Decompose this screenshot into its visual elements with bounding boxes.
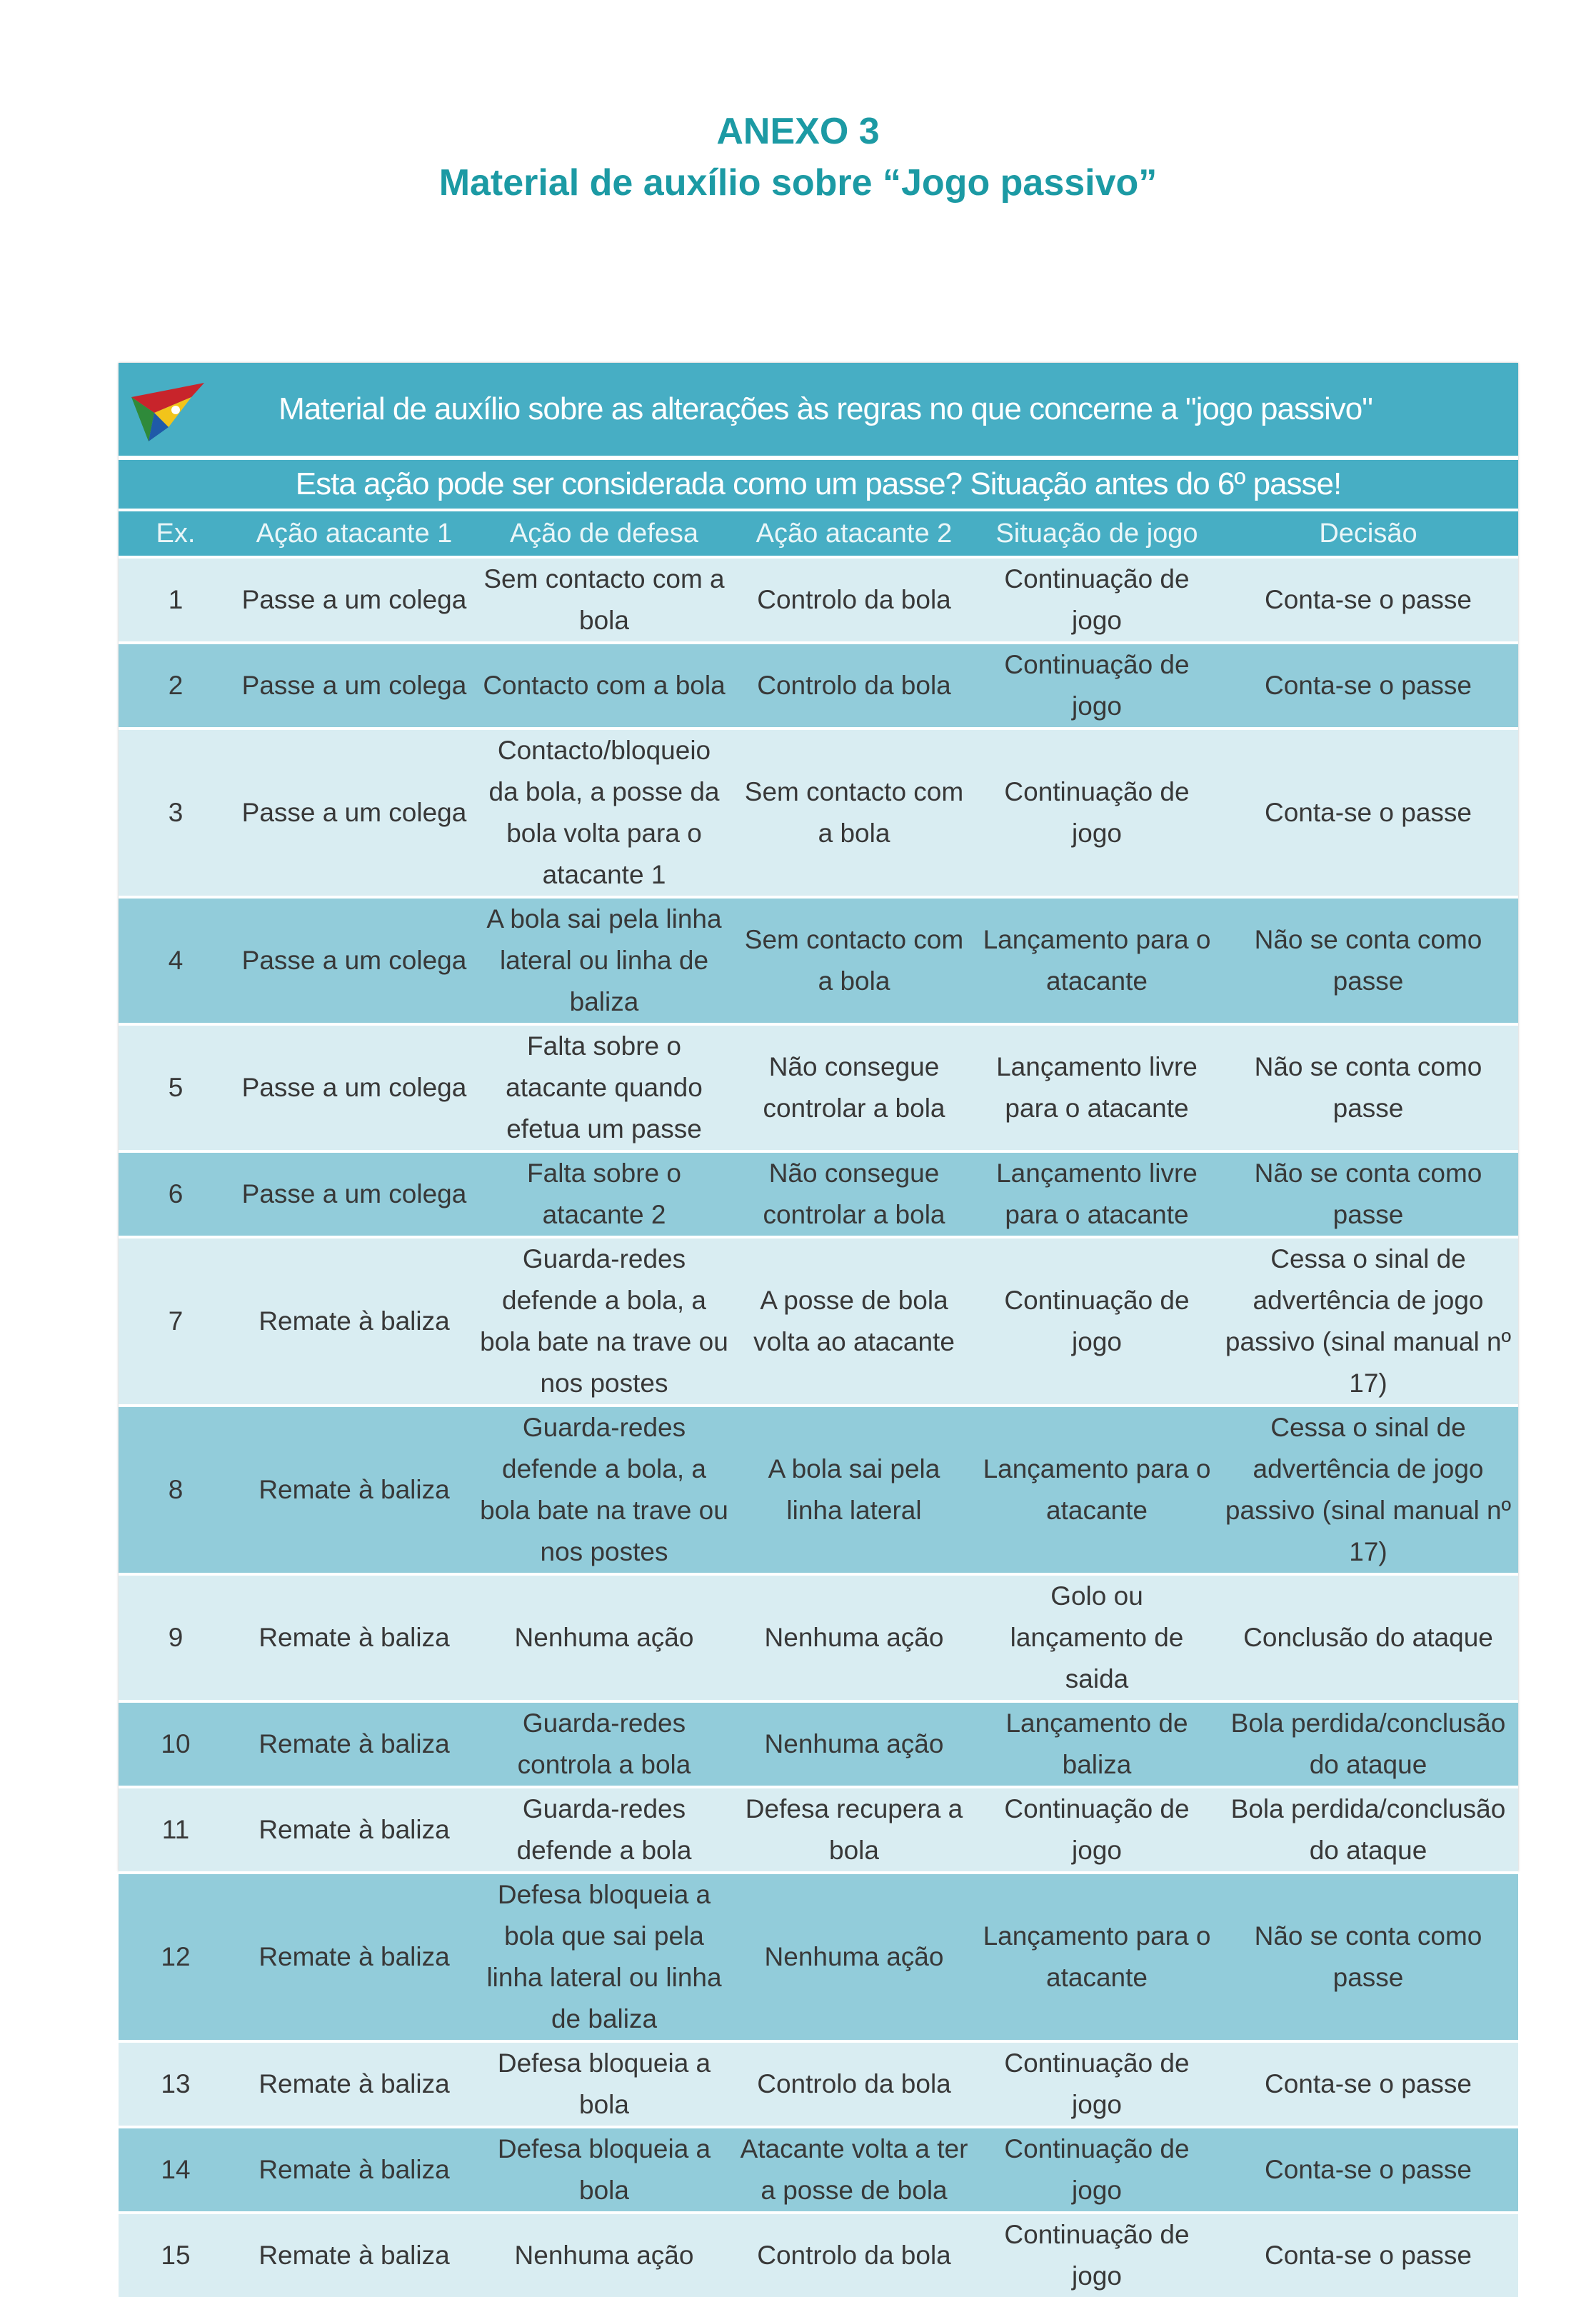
cell-attacker-1: Remate à baliza <box>233 2041 476 2127</box>
table-row <box>119 1873 1518 2041</box>
table-row <box>119 1151 1518 1237</box>
table-row <box>119 2213 1518 2297</box>
cell-decision: Cessa o sinal de advertência de jogo passivo (sinal manual nº 17) <box>1218 1237 1518 1406</box>
cell-decision: Conta-se o passe <box>1218 557 1518 643</box>
cell-defense: Nenhuma ação <box>476 1574 733 1701</box>
cell-attacker-2: Não consegue controlar a bola <box>733 1151 975 1237</box>
cell-attacker-2: Não consegue controlar a bola <box>733 1024 975 1151</box>
cell-attacker-1: Passe a um colega <box>233 557 476 643</box>
table-row <box>119 1701 1518 1787</box>
cell-ex: 1 <box>119 557 233 643</box>
federation-logo-icon <box>126 376 211 447</box>
cell-defense: Guarda-redes defende a bola <box>476 1787 733 1873</box>
cell-defense: Falta sobre o atacante 2 <box>476 1151 733 1237</box>
cell-attacker-2: Defesa recupera a bola <box>733 1787 975 1873</box>
cell-decision: Não se conta como passe <box>1218 1024 1518 1151</box>
cell-attacker-2: Atacante volta a ter a posse de bola <box>733 2127 975 2213</box>
document-title: Material de auxílio sobre “Jogo passivo” <box>438 162 1158 204</box>
cell-attacker-2: Nenhuma ação <box>733 1574 975 1701</box>
cell-situation: Continuação de jogo <box>975 2213 1218 2297</box>
cell-defense: Defesa bloqueia a bola que sai pela linha lateral ou linha de baliza <box>476 1873 733 2041</box>
cell-ex: 11 <box>119 1787 233 1873</box>
cell-ex: 13 <box>119 2041 233 2127</box>
passive-play-card <box>119 363 1518 2291</box>
cell-situation: Continuação de jogo <box>975 643 1218 729</box>
cell-attacker-2: A bola sai pela linha lateral <box>733 1406 975 1574</box>
cell-decision: Não se conta como passe <box>1218 897 1518 1024</box>
table-header-row <box>119 510 1518 557</box>
column-header: Ação atacante 2 <box>733 510 975 557</box>
cell-situation: Continuação de jogo <box>975 2041 1218 2127</box>
cell-attacker-2: Nenhuma ação <box>733 1873 975 2041</box>
cell-ex: 12 <box>119 1873 233 2041</box>
table-row <box>119 2041 1518 2127</box>
cell-attacker-1: Remate à baliza <box>233 2213 476 2297</box>
cell-situation: Lançamento para o atacante <box>975 1873 1218 2041</box>
column-header: Situação de jogo <box>975 510 1218 557</box>
cell-ex: 5 <box>119 1024 233 1151</box>
cell-decision: Conta-se o passe <box>1218 643 1518 729</box>
cell-decision: Não se conta como passe <box>1218 1873 1518 2041</box>
cell-attacker-1: Remate à baliza <box>233 1406 476 1574</box>
cell-defense: Nenhuma ação <box>476 2213 733 2297</box>
table-row <box>119 1024 1518 1151</box>
cell-attacker-2: Sem contacto com a bola <box>733 729 975 897</box>
cell-decision: Conclusão do ataque <box>1218 1574 1518 1701</box>
cell-ex: 10 <box>119 1701 233 1787</box>
cell-decision: Bola perdida/conclusão do ataque <box>1218 1701 1518 1787</box>
cell-situation: Continuação de jogo <box>975 557 1218 643</box>
cell-situation: Lançamento para o atacante <box>975 897 1218 1024</box>
cell-attacker-1: Remate à baliza <box>233 1701 476 1787</box>
table-row <box>119 1787 1518 1873</box>
cell-attacker-2: A posse de bola volta ao atacante <box>733 1237 975 1406</box>
cell-attacker-1: Remate à baliza <box>233 1873 476 2041</box>
cell-situation: Lançamento de baliza <box>975 1701 1218 1787</box>
cell-ex: 6 <box>119 1151 233 1237</box>
cell-defense: Guarda-redes defende a bola, a bola bate na trave ou nos postes <box>476 1406 733 1574</box>
cell-attacker-1: Passe a um colega <box>233 729 476 897</box>
cell-defense: Defesa bloqueia a bola <box>476 2127 733 2213</box>
cell-attacker-1: Remate à baliza <box>233 1237 476 1406</box>
cell-situation: Lançamento livre para o atacante <box>975 1024 1218 1151</box>
cell-situation: Continuação de jogo <box>975 729 1218 897</box>
card-banner <box>119 363 1518 456</box>
cell-situation: Lançamento livre para o atacante <box>975 1151 1218 1237</box>
cell-ex: 8 <box>119 1406 233 1574</box>
cell-decision: Conta-se o passe <box>1218 2213 1518 2297</box>
cell-situation: Continuação de jogo <box>975 1237 1218 1406</box>
cell-attacker-1: Remate à baliza <box>233 2127 476 2213</box>
cell-attacker-1: Remate à baliza <box>233 1574 476 1701</box>
column-header: Ação de defesa <box>476 510 733 557</box>
table-row <box>119 1406 1518 1574</box>
column-header: Ex. <box>119 510 233 557</box>
cell-decision: Conta-se o passe <box>1218 729 1518 897</box>
table-row <box>119 1237 1518 1406</box>
cell-defense: Defesa bloqueia a bola <box>476 2041 733 2127</box>
cell-defense: Guarda-redes controla a bola <box>476 1701 733 1787</box>
cell-attacker-2: Controlo da bola <box>733 643 975 729</box>
cell-situation: Golo ou lançamento de saida <box>975 1574 1218 1701</box>
table-row <box>119 557 1518 643</box>
cell-defense: Guarda-redes defende a bola, a bola bate na trave ou nos postes <box>476 1237 733 1406</box>
cell-attacker-1: Passe a um colega <box>233 1024 476 1151</box>
card-subtitle: Esta ação pode ser considerada como um passe? Situação antes do 6º passe! <box>119 460 1518 509</box>
cell-defense: Falta sobre o atacante quando efetua um passe <box>476 1024 733 1151</box>
cell-defense: Contacto com a bola <box>476 643 733 729</box>
cell-defense: A bola sai pela linha lateral ou linha de baliza <box>476 897 733 1024</box>
cell-decision: Não se conta como passe <box>1218 1151 1518 1237</box>
cell-ex: 3 <box>119 729 233 897</box>
cell-attacker-1: Passe a um colega <box>233 897 476 1024</box>
banner-title: Material de auxílio sobre as alterações às regras no que concerne a "jogo passivo" <box>278 391 1372 426</box>
cell-defense: Contacto/bloqueio da bola, a posse da bola volta para o atacante 1 <box>476 729 733 897</box>
cell-ex: 15 <box>119 2213 233 2297</box>
cell-decision: Cessa o sinal de advertência de jogo passivo (sinal manual nº 17) <box>1218 1406 1518 1574</box>
cell-decision: Conta-se o passe <box>1218 2127 1518 2213</box>
column-header: Decisão <box>1218 510 1518 557</box>
cell-defense: Sem contacto com a bola <box>476 557 733 643</box>
cell-situation: Lançamento para o atacante <box>975 1406 1218 1574</box>
cell-situation: Continuação de jogo <box>975 2127 1218 2213</box>
cell-decision: Bola perdida/conclusão do ataque <box>1218 1787 1518 1873</box>
cell-attacker-1: Passe a um colega <box>233 1151 476 1237</box>
table-row <box>119 643 1518 729</box>
table-row <box>119 729 1518 897</box>
cell-attacker-2: Sem contacto com a bola <box>733 897 975 1024</box>
cell-ex: 7 <box>119 1237 233 1406</box>
cell-attacker-2: Controlo da bola <box>733 2213 975 2297</box>
cell-ex: 2 <box>119 643 233 729</box>
cell-attacker-1: Remate à baliza <box>233 1787 476 1873</box>
annex-label: ANEXO 3 <box>716 111 880 152</box>
cell-situation: Continuação de jogo <box>975 1787 1218 1873</box>
cell-attacker-2: Controlo da bola <box>733 557 975 643</box>
cell-decision: Conta-se o passe <box>1218 2041 1518 2127</box>
cell-ex: 9 <box>119 1574 233 1701</box>
table-row <box>119 897 1518 1024</box>
passive-play-table <box>119 509 1518 2297</box>
cell-attacker-2: Nenhuma ação <box>733 1701 975 1787</box>
cell-ex: 4 <box>119 897 233 1024</box>
cell-attacker-1: Passe a um colega <box>233 643 476 729</box>
table-row <box>119 1574 1518 1701</box>
page-title <box>0 106 1596 209</box>
cell-ex: 14 <box>119 2127 233 2213</box>
column-header: Ação atacante 1 <box>233 510 476 557</box>
table-row <box>119 2127 1518 2213</box>
cell-attacker-2: Controlo da bola <box>733 2041 975 2127</box>
